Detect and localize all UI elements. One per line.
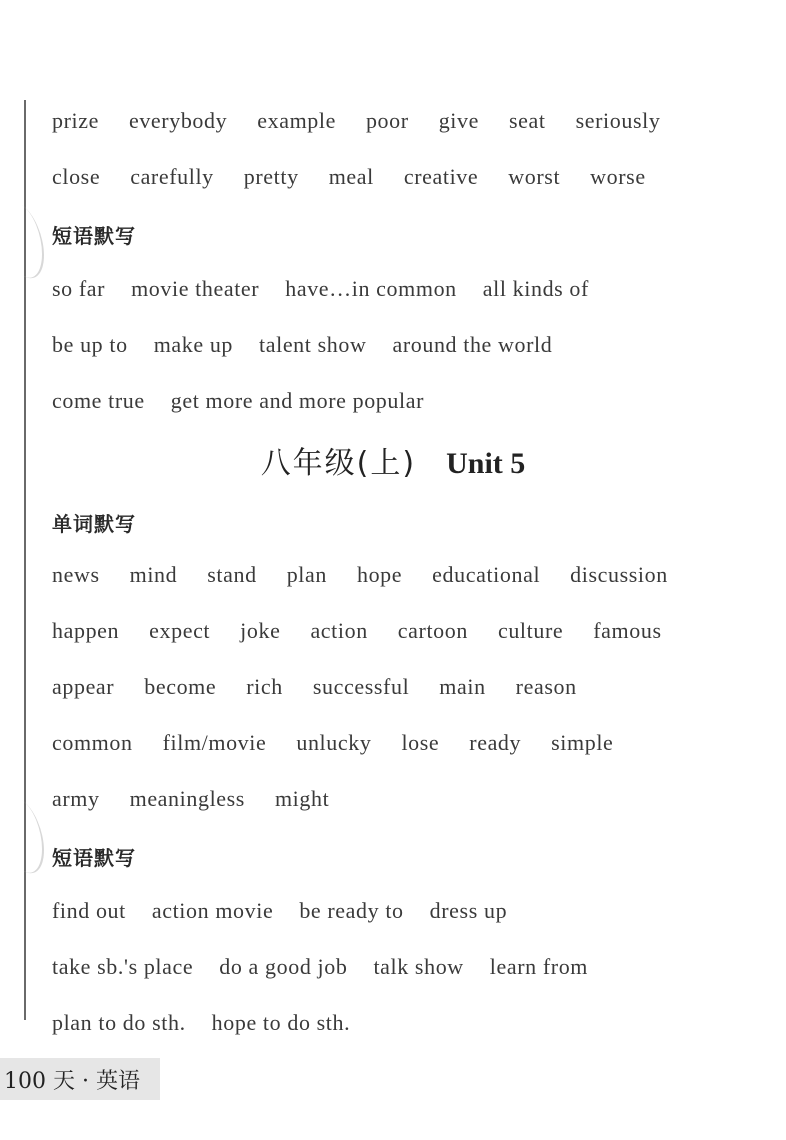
word-item: army — [52, 786, 100, 811]
footer-page-label: 100 天 · 英语 — [4, 1069, 140, 1094]
word-item: film/movie — [162, 730, 267, 755]
word-item: news — [52, 562, 100, 587]
phrase-item: take sb.'s place — [52, 954, 194, 979]
phrase-list-row — [52, 388, 450, 414]
word-item: poor — [365, 108, 409, 133]
word-item: mind — [129, 562, 178, 587]
word-item: reason — [515, 674, 577, 699]
word-item: example — [257, 108, 336, 133]
word-item: culture — [497, 618, 564, 643]
phrase-item: come true — [52, 388, 145, 413]
word-item: educational — [432, 562, 541, 587]
phrase-list-row — [52, 954, 614, 980]
word-item: might — [274, 786, 330, 811]
phrase-item: learn from — [489, 954, 589, 979]
word-item: rich — [246, 674, 283, 699]
word-item: ready — [469, 730, 522, 755]
phrase-item: be up to — [52, 332, 128, 357]
word-item: action — [310, 618, 368, 643]
word-item: simple — [551, 730, 614, 755]
word-item: happen — [52, 618, 120, 643]
word-item: cartoon — [397, 618, 468, 643]
phrase-item: be ready to — [299, 898, 404, 923]
word-item: meaningless — [129, 786, 245, 811]
word-item: seriously — [575, 108, 661, 133]
word-item: unlucky — [296, 730, 372, 755]
phrase-list-row — [52, 332, 578, 358]
word-item: expect — [149, 618, 211, 643]
word-item: appear — [52, 674, 115, 699]
phrase-list-row — [52, 276, 615, 302]
word-item: joke — [240, 618, 281, 643]
unit-title-name: Unit 5 — [446, 447, 526, 480]
phrase-item: action movie — [151, 898, 274, 923]
word-item: successful — [312, 674, 410, 699]
word-item: discussion — [570, 562, 668, 587]
word-item: become — [144, 674, 217, 699]
word-item: famous — [593, 618, 662, 643]
word-list-row — [52, 562, 698, 588]
binding-mark — [0, 190, 44, 291]
phrase-item: make up — [153, 332, 234, 357]
phrase-list-row — [52, 898, 533, 924]
word-item: pretty — [243, 164, 299, 189]
phrase-item: dress up — [429, 898, 508, 923]
unit-title — [0, 438, 786, 482]
word-item: close — [52, 164, 101, 189]
word-item: carefully — [130, 164, 214, 189]
word-section-heading: 单词默写 — [52, 512, 136, 536]
word-item: stand — [207, 562, 257, 587]
phrase-item: do a good job — [219, 954, 348, 979]
phrase-item: around the world — [392, 332, 553, 357]
word-item: creative — [403, 164, 479, 189]
phrase-item: talent show — [259, 332, 367, 357]
phrase-item: movie theater — [131, 276, 260, 301]
phrase-item: plan to do sth. — [52, 1010, 186, 1035]
word-list-row — [52, 730, 643, 756]
unit-title-grade: 八年级(上) — [260, 446, 417, 481]
phrase-item: have…in common — [285, 276, 457, 301]
phrase-item: so far — [52, 276, 106, 301]
word-item: worst — [508, 164, 561, 189]
word-list-row — [52, 164, 676, 190]
phrase-item: get more and more popular — [170, 388, 425, 413]
word-item: meal — [328, 164, 374, 189]
phrase-item: talk show — [373, 954, 464, 979]
word-item: everybody — [128, 108, 228, 133]
word-item: lose — [401, 730, 440, 755]
word-item: worse — [590, 164, 646, 189]
word-item: common — [52, 730, 133, 755]
word-list-row — [52, 108, 690, 134]
phrase-item: all kinds of — [482, 276, 589, 301]
phrase-section-heading: 短语默写 — [52, 846, 136, 870]
word-list-row — [52, 674, 607, 700]
phrase-list-row — [52, 1010, 376, 1036]
word-item: give — [438, 108, 479, 133]
word-list-row — [52, 618, 692, 644]
word-item: seat — [508, 108, 546, 133]
word-item: main — [439, 674, 486, 699]
binding-mark — [0, 785, 44, 886]
word-item: hope — [356, 562, 403, 587]
word-item: prize — [52, 108, 99, 133]
phrase-section-heading: 短语默写 — [52, 224, 136, 248]
phrase-item: hope to do sth. — [211, 1010, 351, 1035]
word-item: plan — [286, 562, 327, 587]
word-list-row — [52, 786, 359, 812]
phrase-item: find out — [52, 898, 126, 923]
